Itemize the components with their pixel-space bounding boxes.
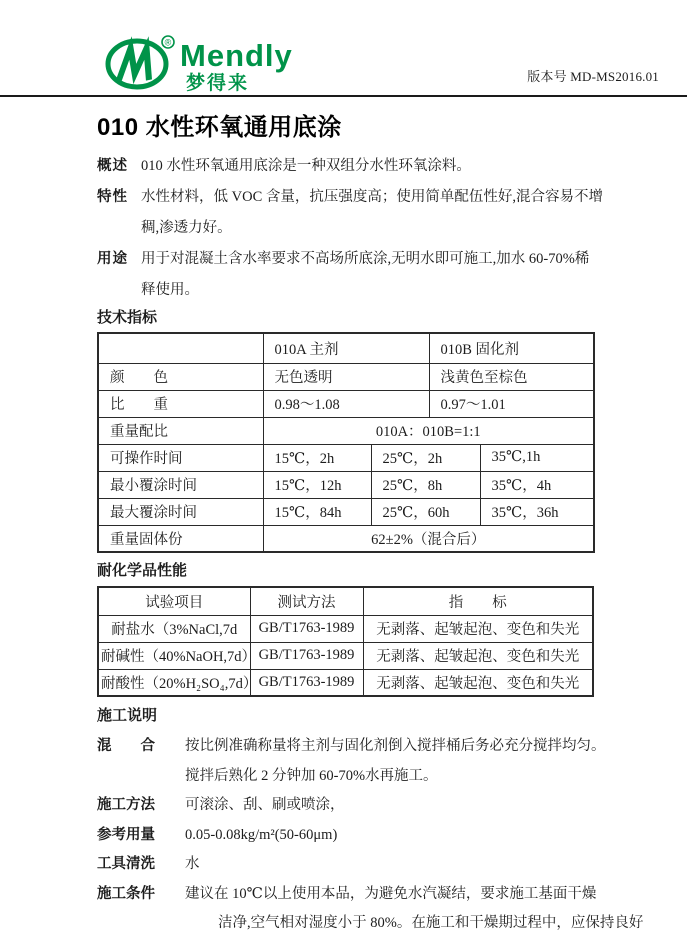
table-row <box>98 669 593 696</box>
cell-value: 25℃，2h <box>371 444 480 471</box>
registered-mark: ® <box>164 37 172 48</box>
cell-result: 无剥落、起皱起泡、变色和失光 <box>363 615 593 642</box>
overview-label: 概述 <box>97 158 128 174</box>
cell-value: 35℃，4h <box>480 471 594 498</box>
usage-line1: 用于对混凝土含水率要求不高场所底涂,无明水即可施工,加水 60-70%稀 <box>141 251 590 267</box>
page-header <box>0 0 687 97</box>
table-row <box>98 417 594 444</box>
table-row <box>98 615 593 642</box>
row-mixing <box>97 732 660 791</box>
cell-label: 比 重 <box>98 390 263 417</box>
table-row <box>98 471 594 498</box>
cell-value: 25℃，8h <box>371 471 480 498</box>
brand-logo <box>104 30 319 99</box>
cell-col-a-header: 010A 主剂 <box>263 333 429 363</box>
features-label: 特性 <box>97 189 128 205</box>
table-row <box>98 333 594 363</box>
cell-value: 无色透明 <box>263 363 429 390</box>
row-dosage <box>97 821 660 851</box>
cell-label: 最大覆涂时间 <box>98 498 263 525</box>
cell-label: 颜 色 <box>98 363 263 390</box>
section-features <box>97 182 660 244</box>
cell-value: 0.98～1.08 <box>263 390 429 417</box>
section-overview <box>97 151 660 182</box>
cell-header-result: 指 标 <box>363 587 593 615</box>
method-text: 可滚涂、刮、刷或喷涂， <box>185 797 345 813</box>
table-row <box>98 444 594 471</box>
chem-resistance-heading: 耐化学品性能 <box>97 562 188 579</box>
usage-label: 用途 <box>97 251 128 267</box>
dosage-label: 参考用量 <box>97 826 155 843</box>
cell-label: 重量固体份 <box>98 525 263 552</box>
cell-method: GB/T1763-1989 <box>250 615 363 642</box>
conditions-text <box>185 880 660 939</box>
overview-text: 010 水性环氧通用底涂是一种双组分水性环氧涂料。 <box>141 158 471 174</box>
row-conditions <box>97 880 660 939</box>
page-title: 010 水性环氧通用底涂 <box>97 114 342 141</box>
cell-item: 耐碱性（40%NaOH,7d） <box>98 642 250 669</box>
cell-value: 15℃，12h <box>263 471 371 498</box>
mendly-logo-icon <box>104 30 319 94</box>
table-row <box>98 525 594 552</box>
cell-value: 25℃，60h <box>371 498 480 525</box>
dosage-text: 0.05-0.08kg/m²(50-60μm) <box>185 826 338 843</box>
table-row <box>98 390 594 417</box>
cleaning-text: 水 <box>185 856 200 872</box>
cell-value: 010A：010B=1:1 <box>263 417 594 444</box>
document-body <box>0 97 687 939</box>
mixing-line1: 按比例准确称量将主剂与固化剂倒入搅拌桶后务必充分搅拌均匀。 <box>185 738 606 754</box>
cell-method: GB/T1763-1989 <box>250 669 363 696</box>
application-heading: 施工说明 <box>97 707 158 724</box>
mixing-line2: 搅拌后熟化 2 分钟加 60-70%水再施工。 <box>185 767 438 784</box>
cell-label: 最小覆涂时间 <box>98 471 263 498</box>
method-label: 施工方法 <box>97 797 155 813</box>
cell-value: 15℃，2h <box>263 444 371 471</box>
table-header-row <box>98 587 593 615</box>
cell-value: 15℃，84h <box>263 498 371 525</box>
table-row <box>98 642 593 669</box>
conditions-label: 施工条件 <box>97 885 155 902</box>
cell-value: 浅黄色至棕色 <box>429 363 594 390</box>
cell-value: 35℃,1h <box>480 444 594 471</box>
cell-value: 0.97～1.01 <box>429 390 594 417</box>
chem-resistance-table <box>97 586 594 697</box>
features-line2: 稠,渗透力好。 <box>141 220 232 236</box>
cell-header-item: 试验项目 <box>98 587 250 615</box>
tech-specs-table <box>97 332 595 553</box>
features-line1: 水性材料，低 VOC 含量，抗压强度高；使用简单配伍性好,混合容易不增 <box>141 189 603 205</box>
usage-line2: 释使用。 <box>141 282 199 298</box>
mixing-label: 混 合 <box>97 738 155 754</box>
cell-result: 无剥落、起皱起泡、变色和失光 <box>363 669 593 696</box>
brand-wordmark: Mendly <box>180 38 293 73</box>
cell-result: 无剥落、起皱起泡、变色和失光 <box>363 642 593 669</box>
conditions-line2: 洁净,空气相对湿度小于 80%。在施工和干燥期过程中，应保持良好 <box>218 915 644 931</box>
tech-specs-heading: 技术指标 <box>97 309 158 326</box>
cleaning-label: 工具清洗 <box>97 856 155 872</box>
cell-label: 重量配比 <box>98 417 263 444</box>
brand-chinese-name: 梦得来 <box>186 73 250 94</box>
cell-value: 35℃，36h <box>480 498 594 525</box>
version-label: 版本号 MD-MS2016.01 <box>527 69 659 84</box>
table-row <box>98 363 594 390</box>
cell-empty <box>98 333 263 363</box>
cell-item: 耐酸性（20%H₂SO₄,7d） <box>98 669 250 696</box>
features-text <box>141 182 660 244</box>
row-method <box>97 791 660 821</box>
cell-label: 可操作时间 <box>98 444 263 471</box>
row-cleaning <box>97 850 660 880</box>
mixing-text <box>185 732 660 791</box>
cell-value: 62±2%（混合后） <box>263 525 594 552</box>
table-row <box>98 498 594 525</box>
cell-header-method: 测试方法 <box>250 587 363 615</box>
cell-item: 耐盐水（3%NaCl,7d <box>98 615 250 642</box>
conditions-line1: 建议在 10℃以上使用本品，为避免水汽凝结，要求施工基面干燥 <box>185 885 597 902</box>
section-usage <box>97 244 660 306</box>
cell-col-b-header: 010B 固化剂 <box>429 333 594 363</box>
usage-text <box>141 244 660 306</box>
cell-method: GB/T1763-1989 <box>250 642 363 669</box>
